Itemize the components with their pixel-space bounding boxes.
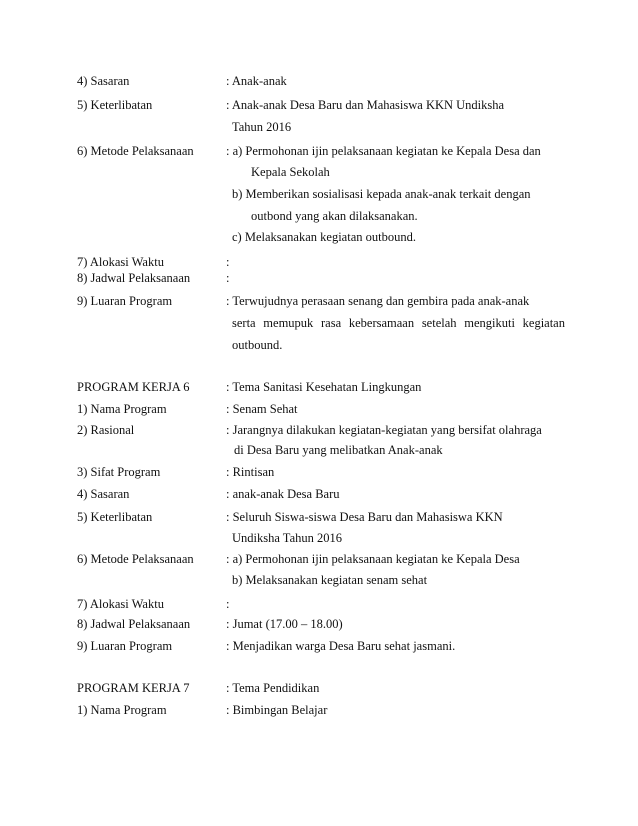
pk6-sasaran-value: : anak-anak Desa Baru [226, 487, 340, 501]
pk6-rasional-continuation: di Desa Baru yang melibatkan Anak-anak [234, 443, 443, 457]
item-luaran-label: 9) Luaran Program [77, 294, 173, 308]
pk6-sifat-label: 3) Sifat Program [77, 465, 161, 479]
pk6-sasaran-label: 4) Sasaran [77, 487, 130, 501]
item-metode-value: : a) Permohonan ijin pelaksanaan kegiatan ke Kepala Desa dan [226, 144, 541, 158]
pk6-rasional-label: 2) Rasional [77, 423, 135, 437]
pk6-luaran-label: 9) Luaran Program [77, 639, 173, 653]
item-keterlibatan-label: 5) Keterlibatan [77, 98, 153, 112]
item-luaran-continuation: serta memupuk rasa kebersamaan setelah mengikuti kegiatan [232, 316, 565, 330]
program-kerja-6-heading: PROGRAM KERJA 6 [77, 380, 190, 394]
item-sasaran-label: 4) Sasaran [77, 74, 130, 88]
pk6-metode-sub-b: b) Melaksanakan kegiatan senam sehat [232, 573, 428, 587]
item-metode-sub-b: b) Memberikan sosialisasi kepada anak-anak terkait dengan [232, 187, 531, 201]
pk6-sifat-value: : Rintisan [226, 465, 275, 479]
pk6-luaran-value: : Menjadikan warga Desa Baru sehat jasmani. [226, 639, 456, 653]
pk6-rasional-value: : Jarangnya dilakukan kegiatan-kegiatan yang bersifat olahraga [226, 423, 542, 437]
pk7-nama-program-value: : Bimbingan Belajar [226, 703, 328, 717]
item-sasaran-value: : Anak-anak [226, 74, 287, 88]
pk6-nama-program-value: : Senam Sehat [226, 402, 298, 416]
program-kerja-6-theme: : Tema Sanitasi Kesehatan Lingkungan [226, 380, 422, 394]
item-luaran-continuation-2: outbound. [232, 338, 283, 352]
pk6-alokasi-label: 7) Alokasi Waktu [77, 597, 164, 611]
pk7-nama-program-label: 1) Nama Program [77, 703, 167, 717]
item-metode-sub-c: c) Melaksanakan kegiatan outbound. [232, 230, 416, 244]
item-metode-label: 6) Metode Pelaksanaan [77, 144, 194, 158]
item-metode-continuation: Kepala Sekolah [251, 165, 330, 179]
pk6-keterlibatan-continuation: Undiksha Tahun 2016 [232, 531, 342, 545]
pk6-keterlibatan-label: 5) Keterlibatan [77, 510, 153, 524]
item-metode-sub-b-continuation: outbond yang akan dilaksanakan. [251, 209, 418, 223]
pk6-metode-value: : a) Permohonan ijin pelaksanaan kegiatan ke Kepala Desa [226, 552, 520, 566]
item-jadwal-label: 8) Jadwal Pelaksanaan [77, 271, 191, 285]
program-kerja-7-heading: PROGRAM KERJA 7 [77, 681, 190, 695]
item-luaran-value: : Terwujudnya perasaan senang dan gembira pada anak-anak [226, 294, 530, 308]
item-keterlibatan-continuation: Tahun 2016 [232, 120, 292, 134]
pk6-alokasi-value: : [226, 597, 230, 611]
program-kerja-7-theme: : Tema Pendidikan [226, 681, 320, 695]
item-alokasi-value: : [226, 255, 230, 269]
pk6-keterlibatan-value: : Seluruh Siswa-siswa Desa Baru dan Mahasiswa KKN [226, 510, 503, 524]
item-jadwal-value: : [226, 271, 230, 285]
pk6-nama-program-label: 1) Nama Program [77, 402, 167, 416]
pk6-jadwal-label: 8) Jadwal Pelaksanaan [77, 617, 191, 631]
pk6-jadwal-value: : Jumat (17.00 – 18.00) [226, 617, 343, 631]
item-keterlibatan-value: : Anak-anak Desa Baru dan Mahasiswa KKN Undiksha [226, 98, 505, 112]
item-alokasi-label: 7) Alokasi Waktu [77, 255, 164, 269]
pk6-metode-label: 6) Metode Pelaksanaan [77, 552, 194, 566]
